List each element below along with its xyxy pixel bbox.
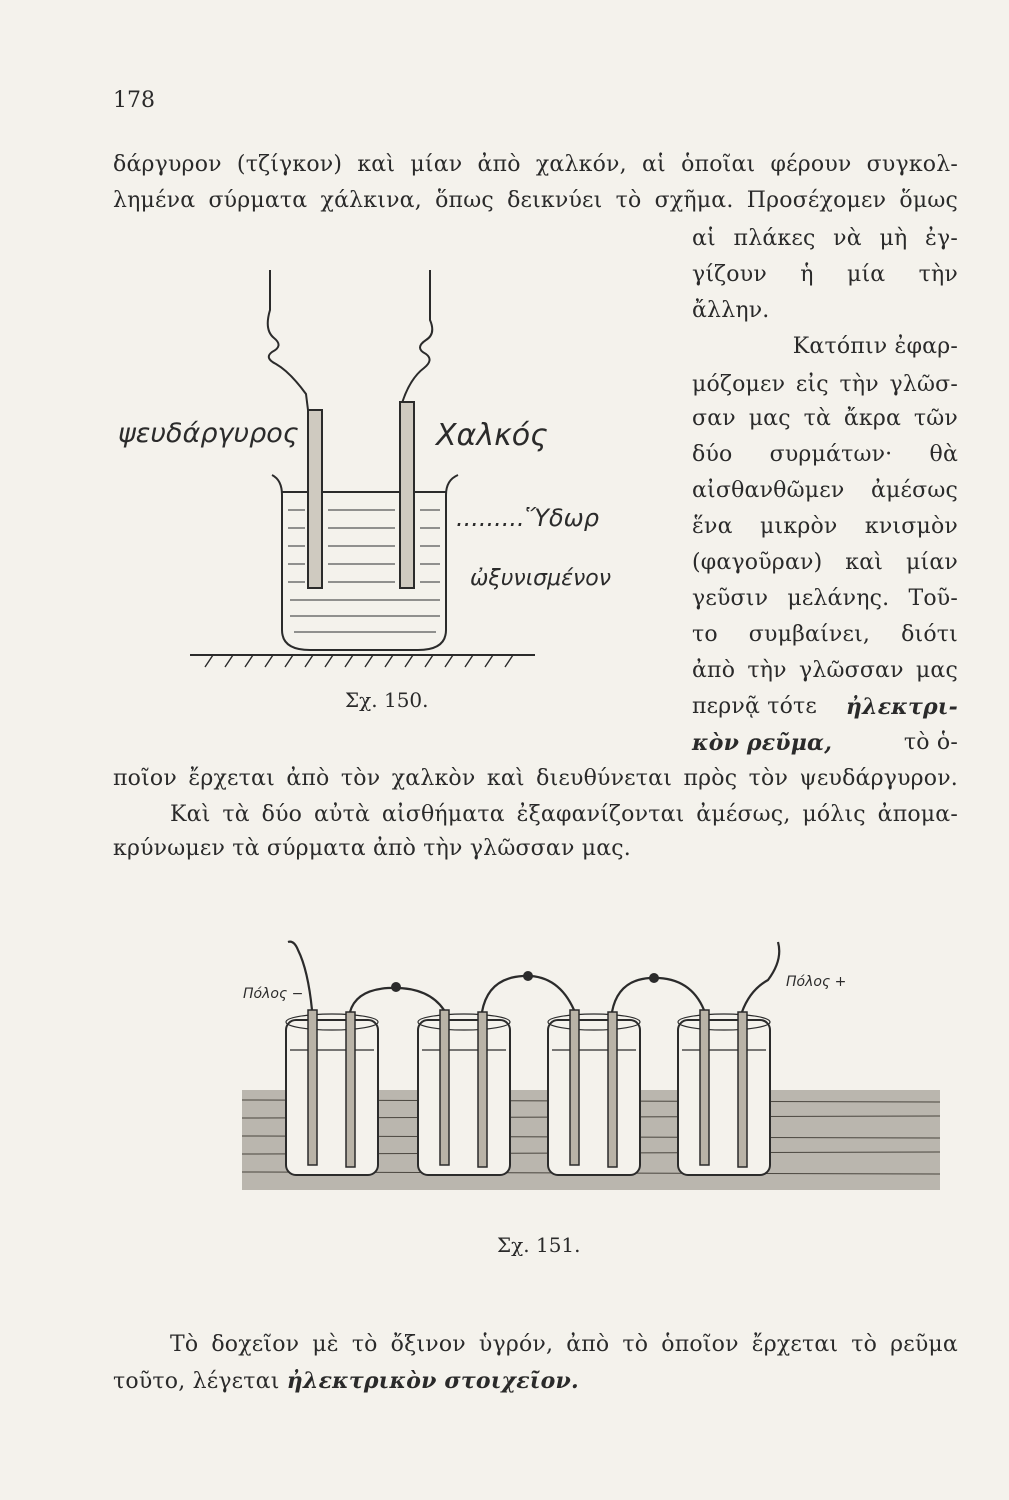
column-line-15-text: τὸ ὁ- — [903, 730, 958, 755]
paragraph-line-1: δάργυρον (τζίγκον) καὶ μίαν ἀπὸ χαλκόν, αἱ ὁποῖαι φέρουν συγκολ- — [113, 152, 958, 177]
figure-151-caption: Σχ. 151. — [497, 1233, 581, 1257]
column-line-9: ἕνα μικρὸν κνισμὸν — [692, 514, 958, 539]
paragraph-line-5: κρύνωμεν τὰ σύρματα ἀπὸ τὴν γλῶσσαν μας. — [113, 836, 631, 861]
column-line-1: αἱ πλάκες νὰ μὴ ἐγ- — [692, 226, 958, 251]
paragraph-line-7-text: τοῦτο, λέγεται — [113, 1369, 280, 1394]
page-number: 178 — [113, 88, 155, 113]
emphasis-electric-cell: ἠλεκτρικὸν στοιχεῖον. — [286, 1368, 579, 1394]
column-line-12: το συμβαίνει, διότι — [692, 622, 958, 647]
label-water: .........Ὕδωρ — [456, 504, 599, 532]
column-line-3: ἄλλην. — [692, 298, 770, 323]
column-line-4: Κατόπιν ἐφαρ- — [792, 334, 958, 359]
figure-150-caption: Σχ. 150. — [345, 688, 429, 712]
emphasis-electric: ἠλεκτρι- — [845, 694, 958, 720]
column-line-5: μόζομεν εἰς τὴν γλῶσ- — [692, 372, 958, 397]
paragraph-line-4: Καὶ τὰ δύο αὐτὰ αἰσθήματα ἐξαφανίζονται ἀμέσως, μόλις ἀπομα- — [170, 802, 958, 827]
column-line-2: γίζουν ἡ μία τὴν — [692, 262, 958, 287]
label-negative-pole: Πόλος − — [243, 986, 304, 1002]
column-line-8: αἰσθανθῶμεν ἀμέσως — [692, 478, 958, 503]
paragraph-line-6: Τὸ δοχεῖον μὲ τὸ ὄξινον ὑγρόν, ἀπὸ τὸ ὁποῖον ἔρχεται τὸ ρεῦμα — [170, 1332, 958, 1357]
column-line-14-text: περνᾷ τότε — [692, 694, 817, 719]
label-positive-pole: Πόλος + — [786, 974, 847, 990]
column-line-6: σαν μας τὰ ἄκρα τῶν — [692, 406, 958, 431]
label-copper: Χαλκός — [436, 418, 548, 453]
label-zinc: ψευδάργυρος — [118, 418, 299, 449]
column-line-11: γεῦσιν μελάνης. Τοῦ- — [692, 586, 958, 611]
column-line-10: (φαγοῦραν) καὶ μίαν — [692, 550, 958, 575]
column-line-7: δύο συρμάτων· θὰ — [692, 442, 958, 467]
emphasis-current: κὸν ρεῦμα, — [692, 730, 833, 756]
paragraph-line-3: ποῖον ἔρχεται ἀπὸ τὸν χαλκὸν καὶ διευθύνεται πρὸς τὸν ψευδάργυρον. — [113, 766, 958, 791]
paragraph-line-2: λημένα σύρματα χάλκινα, ὅπως δεικνύει τὸ σχῆμα. Προσέχομεν ὅμως — [113, 188, 958, 213]
figure-150-galvanic-cell — [110, 270, 550, 690]
column-line-14 — [692, 692, 958, 722]
label-acidified: ὠξυνισμένον — [470, 566, 612, 591]
column-line-15 — [692, 728, 958, 758]
paragraph-line-7 — [113, 1366, 579, 1397]
column-line-13: ἀπὸ τὴν γλῶσσαν μας — [692, 658, 958, 683]
